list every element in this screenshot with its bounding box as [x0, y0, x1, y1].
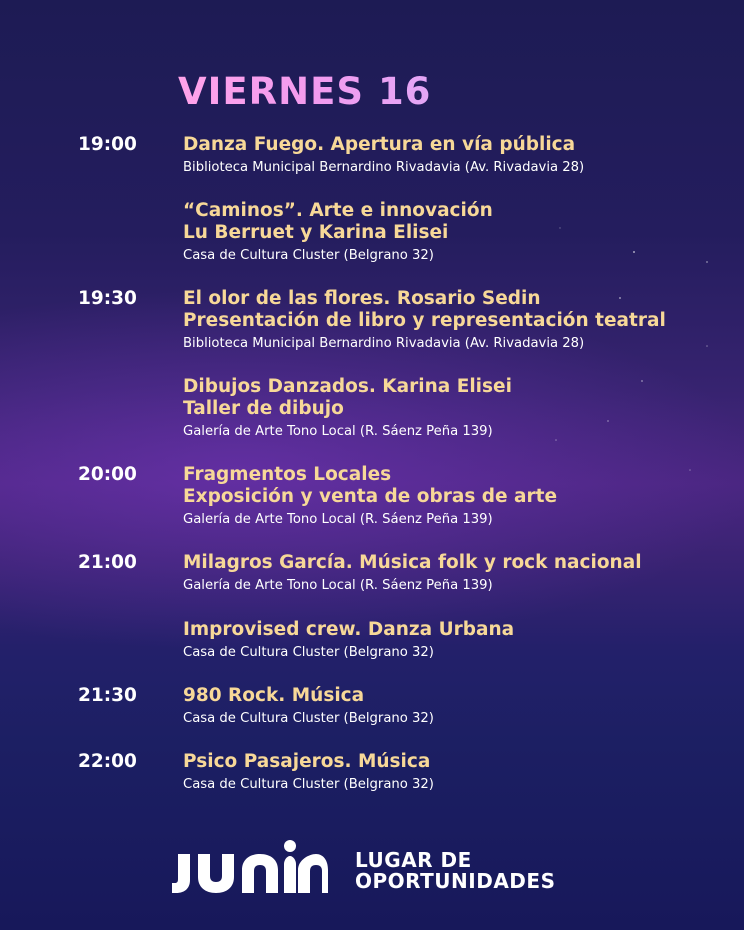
event-time: 20:00 [78, 464, 137, 485]
event-title: “Caminos”. Arte e innovación [183, 200, 493, 221]
event-title: Dibujos Danzados. Karina Elisei [183, 376, 512, 397]
event-time: 19:30 [78, 288, 137, 309]
tagline-line-1: LUGAR DE [355, 848, 472, 872]
event-title: Improvised crew. Danza Urbana [183, 619, 515, 640]
event-venue: Galería de Arte Tono Local (R. Sáenz Peña 139) [183, 512, 493, 527]
event-title: Fragmentos Locales [183, 464, 392, 485]
junin-logo [170, 836, 332, 898]
event-title: 980 Rock. Música [183, 685, 365, 706]
day-title: VIERNES 16 [178, 70, 432, 113]
event-title: El olor de las flores. Rosario Sedin [183, 288, 541, 309]
event-title: Milagros García. Música folk y rock nacional [183, 552, 642, 573]
event-time: 22:00 [78, 751, 137, 772]
event-time: 19:00 [78, 134, 137, 155]
event-subtitle: Taller de dibujo [183, 398, 344, 419]
event-venue: Casa de Cultura Cluster (Belgrano 32) [183, 777, 434, 792]
event-title: Psico Pasajeros. Música [183, 751, 431, 772]
tagline [355, 850, 555, 892]
tagline-line-2: OPORTUNIDADES [355, 869, 556, 893]
event-title: Danza Fuego. Apertura en vía pública [183, 134, 576, 155]
event-subtitle: Exposición y venta de obras de arte [183, 486, 558, 507]
event-time: 21:30 [78, 685, 137, 706]
event-subtitle: Presentación de libro y representación teatral [183, 310, 666, 331]
event-venue: Galería de Arte Tono Local (R. Sáenz Peña 139) [183, 578, 493, 593]
event-venue: Galería de Arte Tono Local (R. Sáenz Peña 139) [183, 424, 493, 439]
event-venue: Casa de Cultura Cluster (Belgrano 32) [183, 645, 434, 660]
event-venue: Biblioteca Municipal Bernardino Rivadavia (Av. Rivadavia 28) [183, 160, 585, 175]
event-venue: Biblioteca Municipal Bernardino Rivadavia (Av. Rivadavia 28) [183, 336, 585, 351]
event-time: 21:00 [78, 552, 137, 573]
event-venue: Casa de Cultura Cluster (Belgrano 32) [183, 248, 434, 263]
event-subtitle: Lu Berruet y Karina Elisei [183, 222, 449, 243]
footer [0, 820, 744, 910]
event-venue: Casa de Cultura Cluster (Belgrano 32) [183, 711, 434, 726]
